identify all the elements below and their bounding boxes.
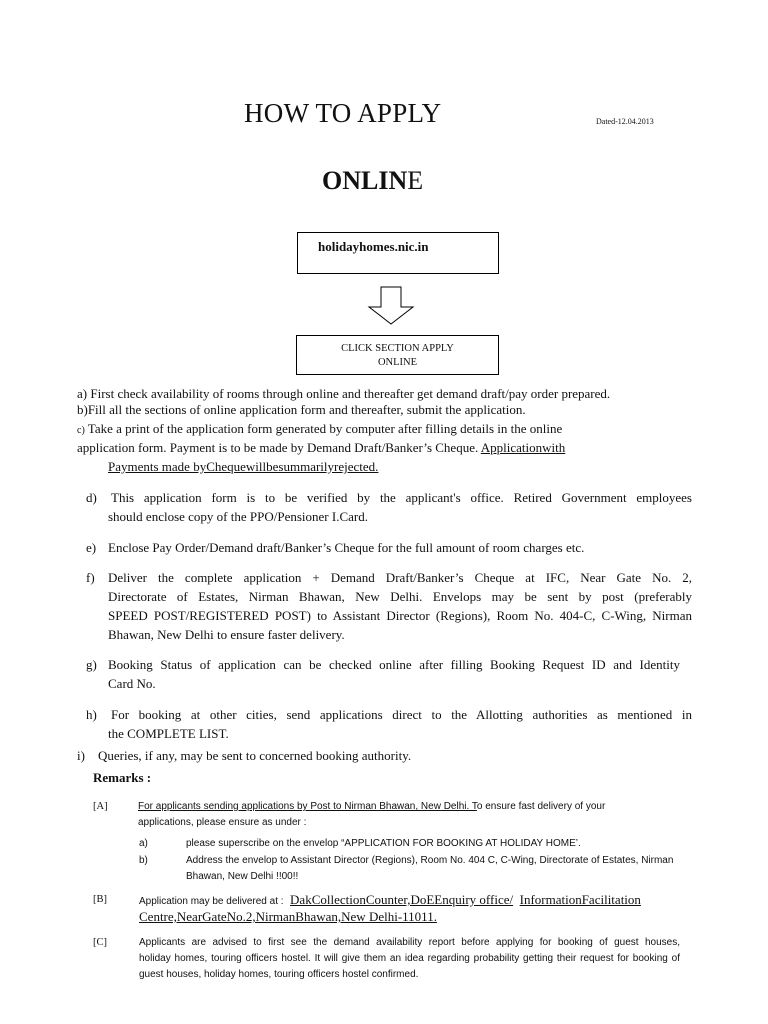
step-d-line-1: This application form is to be verified by the applicant's office. Retired Government employees <box>111 490 692 505</box>
page-title: HOW TO APPLY <box>244 98 442 128</box>
subtitle-bold: ONLIN <box>322 166 408 195</box>
remark-b-location-2: InformationFacilitation <box>519 892 641 907</box>
step-f-label: f) <box>86 570 95 585</box>
step-d-label: d) <box>86 490 97 505</box>
remark-c-line-2: holiday homes, touring officers hostel. It will give them an idea regarding probability getting their request for booking of <box>139 953 680 964</box>
step-c-text-2: application form. Payment is to be made by Demand Draft/Banker’s Cheque. <box>77 440 479 455</box>
step-g-label: g) <box>86 657 97 672</box>
step-g-line-2: Card No. <box>108 676 156 691</box>
remark-a-line-1 <box>138 799 605 814</box>
remark-a-sub-b-line-1: Address the envelop to Assistant Director (Regions), Room No. 404 C, C-Wing, Directorate of Estates, Nirman <box>186 855 674 866</box>
step-f-line-1: Deliver the complete application + Demand Draft/Banker’s Cheque at IFC, Near Gate No. 2, <box>108 570 692 585</box>
subtitle-last-letter: E <box>407 166 424 195</box>
step-f-line-2: Directorate of Estates, Nirman Bhawan, New Delhi. Envelops may be sent by post (preferably <box>108 589 692 604</box>
step-h-line-2: the COMPLETE LIST. <box>108 726 229 741</box>
remark-b-intro: Application may be delivered at : <box>139 896 284 907</box>
remark-b-label: [B] <box>93 894 107 905</box>
remark-a-underlined: For applicants sending applications by Post to Nirman Bhawan, New Delhi. T <box>138 801 477 812</box>
step-e-label: e) <box>86 540 97 555</box>
step-g-line-1: Booking Status of application can be checked online after filling Booking Request ID and Identity <box>108 657 680 672</box>
step-d-line-2: should enclose copy of the PPO/Pensioner I.Card. <box>108 509 368 524</box>
step-f-line-3: SPEED POST/REGISTERED POST) to Assistant Director (Regions), Room No. 404-C, C-Wing, Nirman <box>108 608 692 623</box>
website-label: holidayhomes.nic.in <box>318 239 429 254</box>
date-stamp: Dated-12.04.2013 <box>596 117 654 126</box>
remark-b-location-3: Centre,NearGateNo.2,NirmanBhawan,New Delhi-11011. <box>139 909 437 924</box>
step-c-label: c) <box>77 425 85 436</box>
website-box <box>297 232 499 274</box>
remarks-heading: Remarks : <box>93 770 152 785</box>
step-c-text-1: Take a print of the application form generated by computer after filling details in the online <box>87 421 563 436</box>
click-line-2: ONLINE <box>377 357 418 368</box>
remark-c-label: [C] <box>93 937 107 948</box>
step-b: b)Fill all the sections of online application form and thereafter, submit the application. <box>77 402 526 417</box>
remark-a-sub-b-line-2: Bhawan, New Delhi !!00!! <box>186 871 299 882</box>
remark-a-label: [A] <box>93 801 108 812</box>
step-c-link-2: Payments made byChequewillbesummarilyrejected. <box>108 459 379 474</box>
step-h-label: h) <box>86 707 97 722</box>
remark-a-sub-b-label: b) <box>139 855 148 866</box>
down-arrow-icon <box>366 286 416 326</box>
click-section-box <box>296 335 499 375</box>
step-e-line-1: Enclose Pay Order/Demand draft/Banker’s Cheque for the full amount of room charges etc. <box>108 540 585 555</box>
remark-a-sub-a-text: please superscribe on the envelop “APPLICATION FOR BOOKING AT HOLIDAY HOME’. <box>186 838 581 849</box>
step-c-link-1: Applicationwith <box>480 440 566 455</box>
remark-a-sub-a-label: a) <box>139 838 148 849</box>
step-a: a) First check availability of rooms through online and thereafter get demand draft/pay order prepared. <box>77 386 611 401</box>
step-f-line-4: Bhawan, New Delhi to ensure faster delivery. <box>108 627 345 642</box>
remark-c-line-3: guest houses, holiday homes, touring officers hostel confirmed. <box>139 969 419 980</box>
step-i-label: i) <box>77 748 85 763</box>
remark-a-line-2: applications, please ensure as under : <box>138 817 307 828</box>
page-subtitle <box>322 166 423 196</box>
remark-a-rest: o ensure fast delivery of your <box>476 801 606 812</box>
step-i-line-1: Queries, if any, may be sent to concerned booking authority. <box>98 748 412 763</box>
click-line-1: CLICK SECTION APPLY <box>341 343 454 354</box>
step-c-line-2 <box>77 438 565 457</box>
step-c-line-1 <box>77 419 658 440</box>
remark-b-line-1 <box>139 891 641 909</box>
step-h-line-1: For booking at other cities, send applications direct to the Allotting authorities as mentioned in <box>111 707 692 722</box>
remark-b-location-1: DakCollectionCounter,DoEEnquiry office/ <box>290 892 514 907</box>
remark-c-line-1: Applicants are advised to first see the demand availability report before applying for booking of guest houses, <box>139 937 680 948</box>
